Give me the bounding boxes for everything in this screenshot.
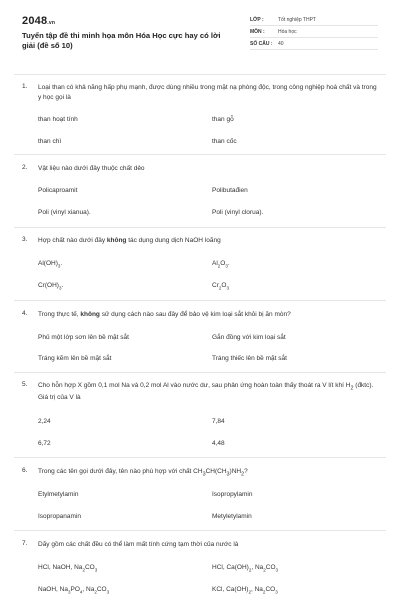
option-d[interactable]: than cốc [212,138,237,145]
meta-label: MÔN : [250,28,265,35]
option-d[interactable]: 4,48 [212,440,225,447]
meta-info [250,14,378,50]
question-number: 3. [22,236,28,243]
question-number: 7. [22,540,28,547]
question-number: 2. [22,164,28,171]
option-c[interactable]: Tráng kẽm lên bề mặt sắt [38,355,112,362]
question-number: 6. [22,467,28,474]
option-b[interactable]: than gỗ [212,116,234,123]
option-d[interactable]: Poli (vinyl clorua). [212,209,264,216]
question-text: Dãy gồm các chất đều có thể làm mất tính cứng tạm thời của nước là [38,541,239,548]
divider [14,530,386,531]
option-c[interactable]: NaOH, $Na_3PO_4$, $Na_2CO_3$ [38,586,110,595]
question-text: Vật liệu nào dưới đây thuộc chất dẻo [38,165,145,172]
option-a[interactable]: $Al(OH)_3$. [38,260,63,269]
meta-label: LỚP : [250,16,264,23]
question-text: Trong thực tế, không sử dụng cách nào sau đây để bảo vệ kim loại sắt khỏi bị ăn mòn? [38,311,291,318]
option-d[interactable]: Metyletylamin [212,513,252,520]
divider [14,227,386,228]
option-b[interactable]: Polibutađien [212,187,248,194]
divider [14,457,386,458]
option-a[interactable]: Policaproamit [38,187,78,194]
option-a[interactable]: Etylmetylamin [38,491,79,498]
meta-value: Tốt nghiệp THPT [278,16,316,23]
divider [14,372,386,373]
question-text: Trong các tên gọi dưới đây, tên nào phù hợp với chất $CH_3CH(CH_3)NH_2$? [38,468,248,478]
option-a[interactable]: Phủ một lớp sơn lên bề mặt sắt [38,334,129,341]
question-number: 4. [22,310,28,317]
meta-row-count [250,38,378,50]
option-c[interactable]: $Cr(OH)_3$. [38,282,64,291]
option-d[interactable]: Tráng thiếc lên bề mặt sắt [212,355,287,362]
divider [14,74,386,75]
option-b[interactable]: HCl, $Ca(OH)_2$, $Na_2CO_3$ [212,564,279,573]
question-number: 5. [22,381,28,388]
option-c[interactable]: 6,72 [38,440,51,447]
meta-value: Hóa học [278,28,297,35]
option-c[interactable]: Poli (vinyl xianua). [38,209,91,216]
logo-main: 2048 [22,15,48,27]
option-c[interactable]: than chì [38,138,62,145]
question-text: Cho hỗn hợp X gồm 0,1 mol Na và 0,2 mol Al vào nước dư, sau phản ứng hoàn toàn thấy thoát ra V lít khí $H_2$ (đktc). Giá trị của V là [38,382,374,402]
option-c[interactable]: Isopropanamin [38,513,81,520]
site-logo[interactable] [22,15,55,27]
logo-suffix: .vn [47,20,56,26]
divider [14,154,386,155]
meta-row-class [250,14,378,26]
option-b[interactable]: $Al_2O_3$. [212,260,230,269]
document-title: Tuyển tập đề thi minh họa môn Hóa Học cực hay có lời giải (đề số 10) [22,31,221,50]
meta-value: 40 [278,40,284,47]
meta-row-subject [250,26,378,38]
option-a[interactable]: than hoạt tính [38,116,78,123]
meta-label: SỐ CÂU : [250,40,273,47]
option-a[interactable]: 2,24 [38,418,51,425]
option-d[interactable]: $Cr_2O_3$ [212,282,229,291]
question-text: Hợp chất nào dưới đây không tác dụng dung dịch NaOH loãng [38,237,221,244]
option-b[interactable]: Gắn đồng với kim loại sắt [212,334,286,341]
option-b[interactable]: Isopropylamin [212,491,253,498]
divider [14,300,386,301]
option-a[interactable]: HCl, NaOH, $Na_2CO_3$ [38,564,98,573]
option-d[interactable]: KCl, $Ca(OH)_2$, $Na_2CO_3$ [212,586,278,595]
option-b[interactable]: 7,84 [212,418,225,425]
document-header [22,12,378,62]
question-text: Loại than có khả năng hấp phụ mạnh, được dùng nhiều trong mặt nạ phòng độc, trong công nghiệp hoá chất và trong y học gọi là [38,84,377,101]
question-number: 1. [22,83,28,90]
